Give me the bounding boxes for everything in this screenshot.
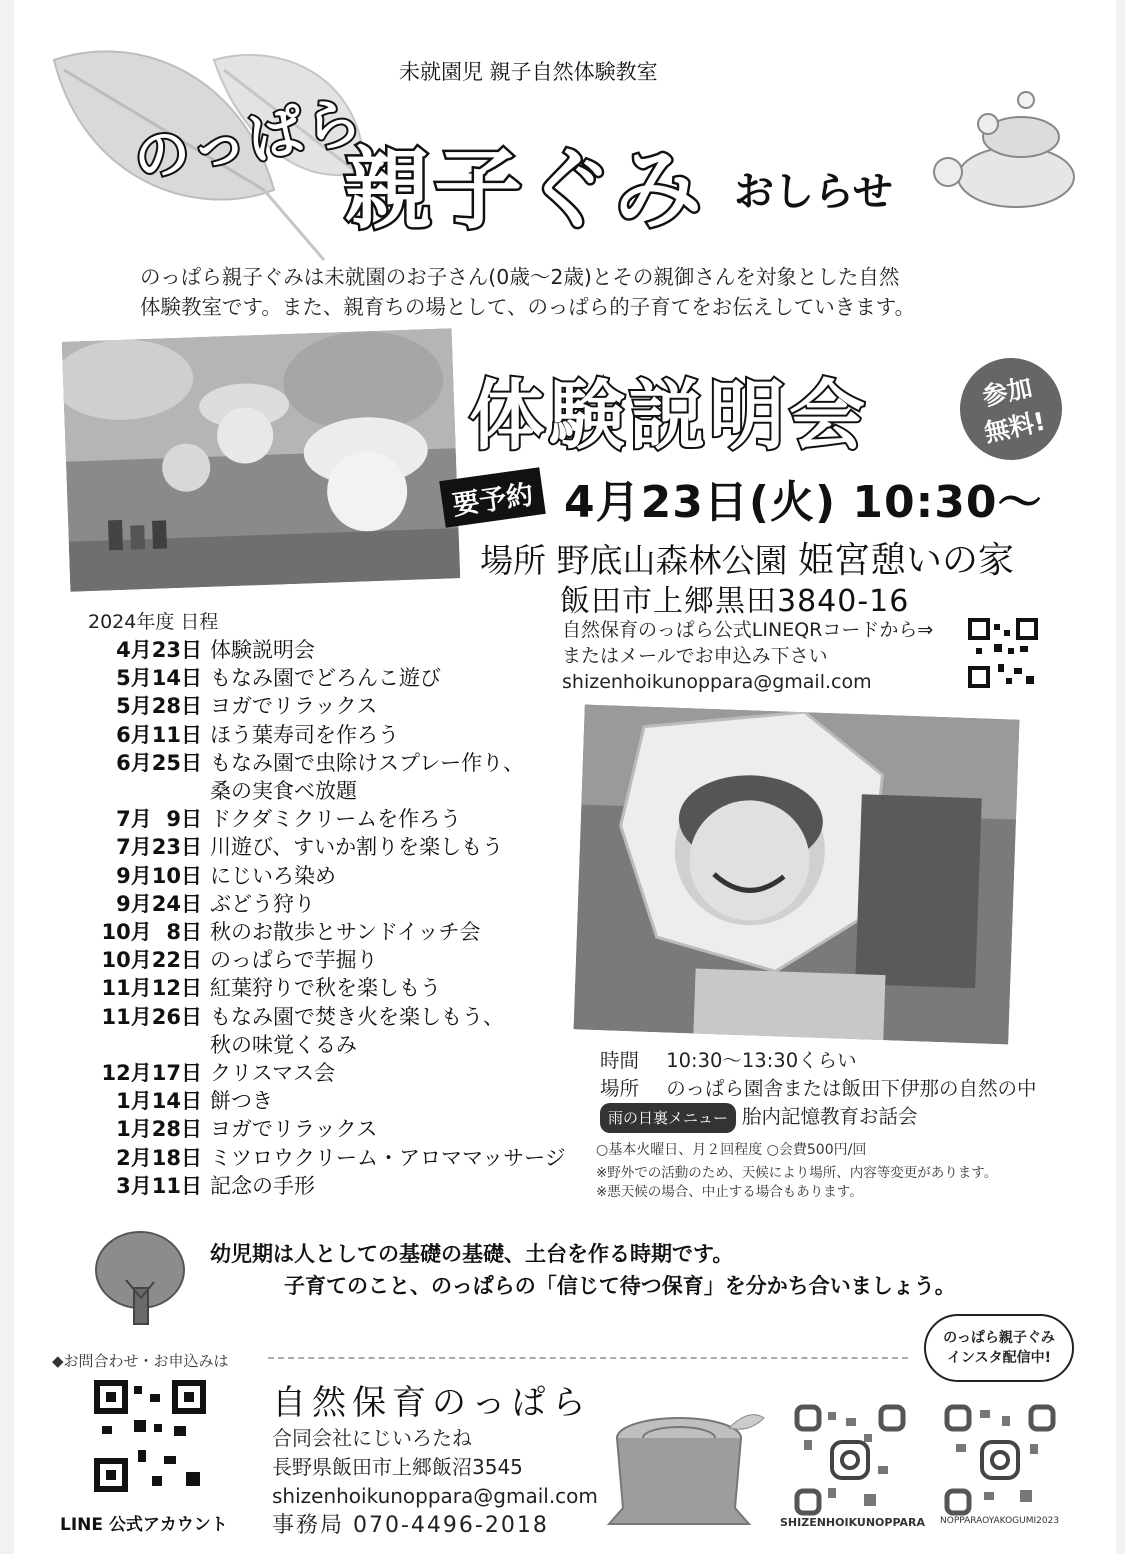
schedule-activity: 記念の手形 bbox=[210, 1173, 315, 1198]
schedule-activity: ぶどう狩り bbox=[210, 891, 315, 916]
line-official-account-label: LINE 公式アカウント bbox=[60, 1515, 228, 1535]
instagram-handle-oyakogumi: NOPPARAOYAKOGUMI2023 bbox=[940, 1516, 1060, 1526]
schedule-date: 1月28日 bbox=[116, 1117, 202, 1142]
program-subtitle: 未就園児 親子自然体験教室 bbox=[399, 60, 658, 84]
schedule-row bbox=[74, 1031, 570, 1059]
reservation-required-tag: 要予約 bbox=[439, 467, 546, 528]
schedule-row bbox=[74, 692, 570, 720]
schedule-row bbox=[74, 918, 570, 946]
detail-place bbox=[600, 1075, 1037, 1103]
class-details bbox=[600, 1047, 1037, 1133]
message-line-1: 幼児期は人としての基礎の基礎、土台を作る時期です。 bbox=[210, 1242, 734, 1266]
note-frequency-fee: ○基本火曜日、月２回程度 ○会費500円/回 bbox=[596, 1142, 867, 1158]
company-address: 長野県飯田市上郷飯沼3545 bbox=[272, 1455, 523, 1479]
line-qr-code-small[interactable] bbox=[968, 618, 1038, 688]
schedule-date: 6月25日 bbox=[116, 750, 202, 775]
tree-illustration bbox=[90, 1228, 190, 1328]
organization-info bbox=[272, 1424, 598, 1540]
schedule-activity: もなみ園で虫除けスプレー作り、 bbox=[210, 750, 525, 775]
line-qr-code[interactable] bbox=[94, 1380, 206, 1492]
title-osirase: おしらせ bbox=[734, 169, 893, 215]
schedule-row bbox=[74, 890, 570, 918]
intro-line-1: のっぱら親子ぐみは未就園のお子さん(0歳〜2歳)とその親御さんを対象とした自然 bbox=[140, 265, 900, 289]
event-title: 体験説明会 bbox=[469, 371, 869, 460]
schedule-row bbox=[74, 749, 570, 777]
schedule-activity: クリスマス会 bbox=[210, 1061, 336, 1086]
event-date: 4月23日(火) 10:30〜 bbox=[564, 477, 1043, 528]
schedule-date: 2月18日 bbox=[116, 1145, 202, 1170]
bubble-line-1: のっぱら親子ぐみ bbox=[943, 1330, 1055, 1346]
instagram-qr-nursery[interactable] bbox=[794, 1404, 906, 1516]
schedule-date: 6月11日 bbox=[116, 722, 202, 747]
schedule-activity: ドクダミクリームを作ろう bbox=[210, 807, 462, 832]
contact-phone[interactable]: 事務局 070-4496-2018 bbox=[272, 1513, 549, 1538]
schedule-activity: 秋の味覚くるみ bbox=[210, 1032, 357, 1057]
schedule-title: 2024年度 日程 bbox=[88, 611, 219, 633]
time-value: 10:30〜13:30くらい bbox=[666, 1049, 857, 1072]
instagram-qr-oyakogumi[interactable] bbox=[944, 1404, 1056, 1516]
schedule-date: 5月28日 bbox=[116, 694, 202, 719]
schedule-activity: ヨガでリラックス bbox=[210, 1117, 378, 1142]
title-oyako-gumi: 親子ぐみ bbox=[344, 138, 705, 241]
schedule-row bbox=[74, 1115, 570, 1143]
intro-text bbox=[140, 262, 1040, 322]
time-label: 時間 bbox=[600, 1049, 640, 1072]
message-line-2: 子育てのこと、のっぱらの「信じて待つ保育」を分かち合いましょう。 bbox=[284, 1274, 956, 1298]
schedule-activity: ヨガでリラックス bbox=[210, 694, 378, 719]
schedule-row bbox=[74, 946, 570, 974]
detail-time bbox=[600, 1047, 1037, 1075]
apply-line-qr: 自然保育のっぱら公式LINEQRコードから⇒ bbox=[562, 619, 934, 641]
event-address: 飯田市上郷黒田3840-16 bbox=[560, 584, 910, 619]
schedule-date: 9月10日 bbox=[116, 863, 202, 888]
instagram-handle-nursery: SHIZENHOIKUNOPPARA bbox=[780, 1516, 925, 1529]
schedule-activity: 桑の実食べ放題 bbox=[210, 779, 357, 804]
place-label: 場所 bbox=[600, 1077, 640, 1100]
schedule-activity: 紅葉狩りで秋を楽しもう bbox=[210, 976, 441, 1001]
schedule-date: 7月 9日 bbox=[116, 807, 202, 832]
apply-email-link[interactable]: shizenhoikunoppara@gmail.com bbox=[562, 671, 872, 693]
schedule-date: 11月12日 bbox=[101, 976, 202, 1001]
children-photo bbox=[62, 328, 460, 591]
schedule-row bbox=[74, 636, 570, 664]
schedule-row bbox=[74, 833, 570, 861]
turtles-illustration bbox=[926, 82, 1086, 217]
tree-stump-illustration bbox=[599, 1408, 769, 1528]
free-badge-line-2: 無料! bbox=[981, 406, 1048, 448]
instagram-speech-bubble bbox=[924, 1314, 1074, 1382]
schedule-row bbox=[74, 862, 570, 890]
schedule-date: 3月11日 bbox=[116, 1173, 202, 1198]
note-weather-change: ※野外での活動のため、天候により場所、内容等変更があります。 bbox=[596, 1165, 998, 1181]
schedule-activity: ほう葉寿司を作ろう bbox=[210, 722, 399, 747]
contact-heading: ◆お問合わせ・お申込みは bbox=[52, 1352, 229, 1370]
schedule-date bbox=[74, 777, 210, 805]
schedule-activity: 体験説明会 bbox=[210, 638, 315, 662]
schedule-activity: 餅つき bbox=[210, 1089, 273, 1114]
detail-rain bbox=[600, 1103, 1037, 1133]
schedule-row bbox=[74, 1172, 570, 1200]
free-badge bbox=[951, 349, 1072, 470]
schedule-row bbox=[74, 1144, 570, 1172]
schedule-date bbox=[74, 1031, 210, 1059]
schedule-activity: のっぱらで芋掘り bbox=[210, 948, 378, 973]
grass-divider bbox=[268, 1357, 908, 1359]
schedule-date: 10月 8日 bbox=[101, 920, 202, 945]
organization-name: 自然保育のっぱら bbox=[272, 1383, 592, 1423]
schedule-row bbox=[74, 721, 570, 749]
free-badge-line-1: 参加 bbox=[979, 372, 1035, 412]
rain-menu-value: 胎内記憶教育お話会 bbox=[742, 1105, 918, 1128]
schedule-activity: もなみ園でどろんこ遊び bbox=[210, 666, 441, 691]
schedule-activity: 川遊び、すいか割りを楽しもう bbox=[210, 835, 504, 860]
schedule-date: 10月22日 bbox=[101, 948, 202, 973]
schedule-row bbox=[74, 805, 570, 833]
schedule-activity: 秋のお散歩とサンドイッチ会 bbox=[210, 920, 481, 945]
schedule-date: 1月14日 bbox=[116, 1089, 202, 1114]
title-nopparo: のっぱら bbox=[128, 88, 369, 193]
venue-label: 場所 bbox=[480, 541, 546, 580]
company-name: 合同会社にじいろたね bbox=[272, 1426, 472, 1450]
application-info bbox=[562, 617, 933, 695]
rain-menu-tag: 雨の日裏メニュー bbox=[600, 1103, 736, 1133]
schedule-row bbox=[74, 777, 570, 805]
class-notes bbox=[596, 1141, 997, 1202]
intro-line-2: 体験教室です。また、親育ちの場として、のっぱら的子育てをお伝えしていきます。 bbox=[140, 295, 916, 319]
schedule-row bbox=[74, 1087, 570, 1115]
schedule-row bbox=[74, 1059, 570, 1087]
schedule-activity: にじいろ染め bbox=[210, 863, 336, 888]
apply-line-mail: またはメールでお申込み下さい bbox=[562, 645, 828, 667]
schedule-activity: もなみ園で焚き火を楽しもう、 bbox=[210, 1004, 504, 1029]
place-value: のっぱら園舎または飯田下伊那の自然の中 bbox=[666, 1077, 1037, 1100]
schedule-row bbox=[74, 1003, 570, 1031]
schedule-date: 7月23日 bbox=[116, 835, 202, 860]
venue-park: 野底山森林公園 bbox=[556, 541, 788, 580]
note-cancellation: ※悪天候の場合、中止する場合もあります。 bbox=[596, 1184, 863, 1200]
schedule-date: 9月24日 bbox=[116, 891, 202, 916]
schedule-date: 5月14日 bbox=[116, 666, 202, 691]
closing-message bbox=[210, 1238, 956, 1302]
flyer-page bbox=[14, 0, 1116, 1554]
schedule-date: 4月23日 bbox=[116, 638, 202, 662]
child-flower-photo bbox=[573, 705, 1019, 1045]
bubble-line-2: インスタ配信中! bbox=[947, 1350, 1051, 1366]
schedule-row bbox=[74, 664, 570, 692]
venue-house: 姫宮憩いの家 bbox=[798, 540, 1015, 581]
schedule-row bbox=[74, 974, 570, 1002]
schedule-activity: ミツロウクリーム・アロママッサージ bbox=[210, 1145, 566, 1170]
schedule-list bbox=[74, 636, 570, 1200]
schedule-date: 11月26日 bbox=[101, 1004, 202, 1029]
schedule-date: 12月17日 bbox=[101, 1061, 202, 1086]
contact-email-link[interactable]: shizenhoikunoppara@gmail.com bbox=[272, 1484, 598, 1508]
